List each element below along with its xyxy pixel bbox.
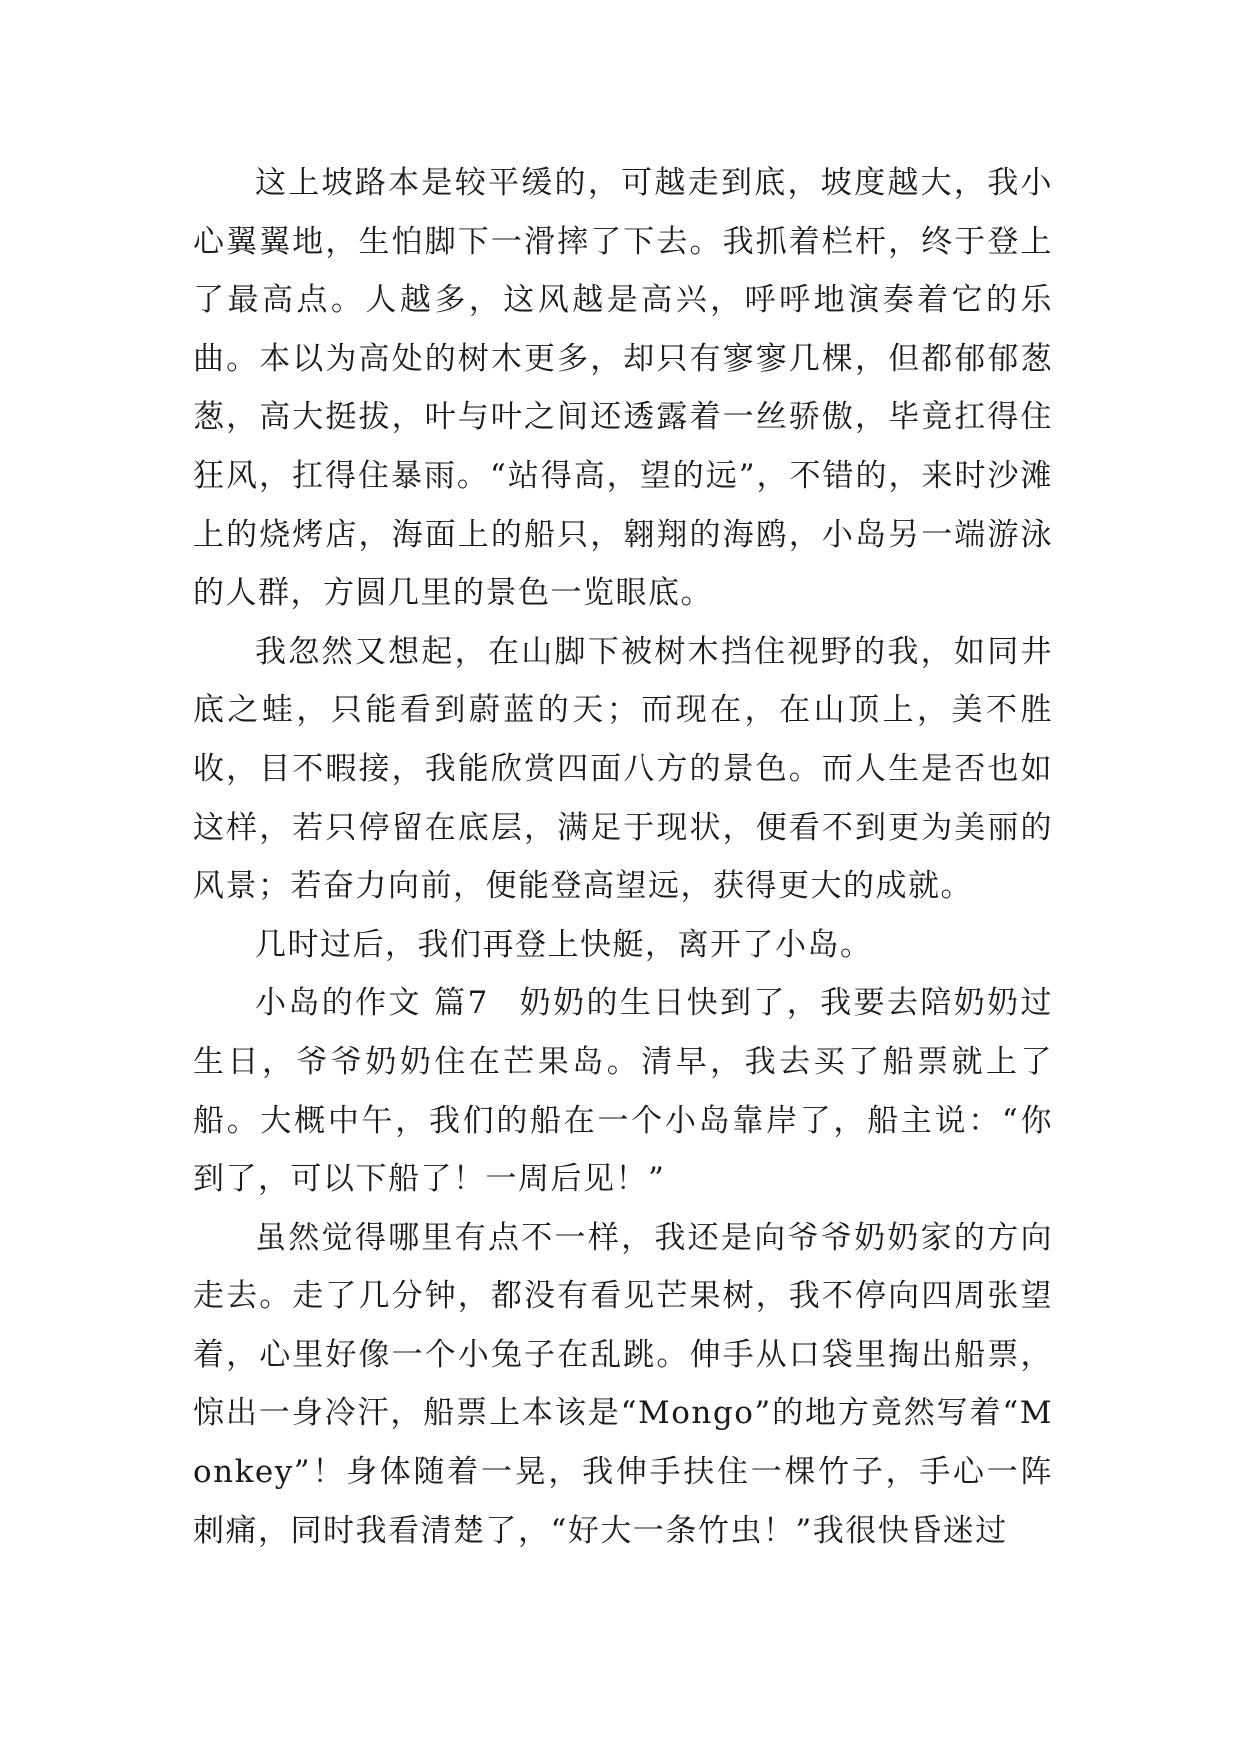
section-heading: 小岛的作文 篇7 bbox=[255, 985, 489, 1022]
paragraph: 虽然觉得哪里有点不一样，我还是向爷爷奶奶家的方向走去。走了几分钟，都没有看见芒果树，我不停向四周张望着，心里好像一个小兔子在乱跳。伸手从口袋里掏出船票，惊出一身冷汗，船票上本该是“Mongo”的地方竟然写着“Monkey”！身体随着一晃，我伸手扶住一棵竹子，手心一阵刺痛，同时我看清楚了，“好大一条竹虫！”我很快昏迷过 bbox=[193, 1219, 1053, 1549]
paragraph: 这上坡路本是较平缓的，可越走到底，坡度越大，我小心翼翼地，生怕脚下一滑摔了下去。我抓着栏杆，终于登上了最高点。人越多，这风越是高兴，呼呼地演奏着它的乐曲。本以为高处的树木更多，却只有寥寥几棵，但都郁郁葱葱，高大挺拔，叶与叶之间还透露着一丝骄傲，毕竟扛得住狂风，扛得住暴雨。“站得高，望的远”，不错的，来时沙滩上的烧烤店，海面上的船只，翱翔的海鸥，小岛另一端游泳的人群，方圆几里的景色一览眼底。 bbox=[193, 165, 1053, 612]
section-first-paragraph-text: 奶奶的生日快到了，我要去陪奶奶过生日，爷爷奶奶住在芒果岛。清早，我去买了船票就上了船。大概中午，我们的船在一个小岛靠岸了，船主说：“你到了，可以下船了！一周后见！” bbox=[193, 985, 1054, 1198]
document-page bbox=[193, 154, 1053, 1560]
section-first-paragraph bbox=[193, 974, 1053, 1208]
paragraph: 我忽然又想起，在山脚下被树木挡住视野的我，如同井底之蛙，只能看到蔚蓝的天；而现在，在山顶上，美不胜收，目不暇接，我能欣赏四面八方的景色。而人生是否也如这样，若只停留在底层，满足于现状，便看不到更为美丽的风景；若奋力向前，便能登高望远，获得更大的成就。 bbox=[193, 633, 1053, 905]
paragraph: 几时过后，我们再登上快艇，离开了小岛。 bbox=[255, 926, 873, 963]
